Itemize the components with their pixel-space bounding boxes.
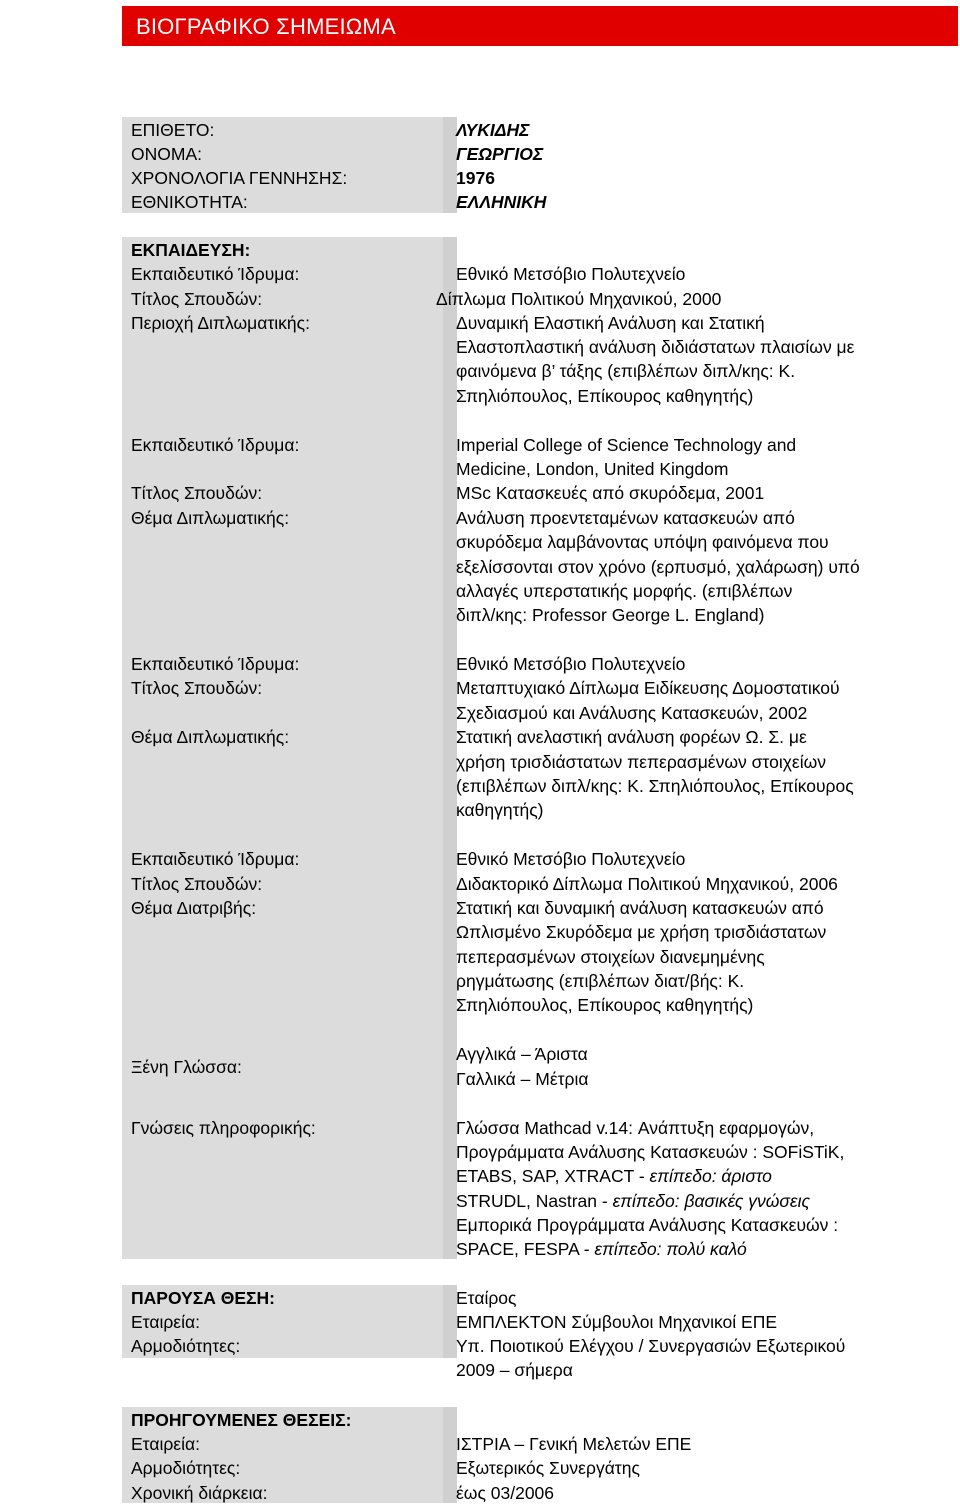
thesis-area-line: Δυναμική Ελαστική Ανάλυση και Στατική xyxy=(456,313,765,333)
thesis-area-line: Σπηλιόπουλος, Επίκουρος καθηγητής) xyxy=(456,386,754,406)
duration-value: έως 03/2006 xyxy=(456,1483,555,1503)
institution-label: Εκπαιδευτικό Ίδρυμα: xyxy=(131,435,300,455)
title-bar xyxy=(122,6,958,46)
skill-level: επίπεδο: άριστο xyxy=(649,1166,772,1186)
thesis-label: Θέμα Διπλωματικής: xyxy=(131,508,290,528)
computing-label: Γνώσεις πληροφορικής: xyxy=(131,1118,316,1138)
thesis-line: σκυρόδεμα λαμβάνοντας υπόψη φαινόμενα που xyxy=(456,532,829,552)
thesis-line: Ανάλυση προεντεταμένων κατασκευών από xyxy=(456,508,795,528)
company-label: Εταιρεία: xyxy=(131,1434,200,1454)
company-value: ΕΜΠΛΕΚΤΟΝ Σύμβουλοι Μηχανικοί ΕΠΕ xyxy=(456,1312,777,1332)
skill-level: επίπεδο: βασικές γνώσεις xyxy=(612,1191,810,1211)
thesis-line: πεπερασμένων στοιχείων διανεμημένης xyxy=(456,947,765,967)
computing-line xyxy=(456,1237,747,1261)
company-value: ΙΣΤΡΙΑ – Γενική Μελετών ΕΠΕ xyxy=(456,1434,692,1454)
label-gap-bg xyxy=(443,237,457,1259)
thesis-line: (επιβλέπων διπλ/κης: Κ. Σπηλιόπουλος, Επίκουρος xyxy=(456,776,854,796)
surname-label: ΕΠΙΘΕΤΟ: xyxy=(131,120,215,140)
label-gap-bg xyxy=(443,117,457,213)
degree-value: MSc Κατασκευές από σκυρόδεμα, 2001 xyxy=(456,483,765,503)
duties-value: Εξωτερικός Συνεργάτης xyxy=(456,1458,640,1478)
degree-value: Δίπλωμα Πολιτικού Μηχανικού, 2000 xyxy=(436,289,722,309)
thesis-line: Στατική και δυναμική ανάλυση κατασκευών από xyxy=(456,898,824,918)
previous-positions-heading: ΠΡΟΗΓΟΥΜΕΝΕΣ ΘΕΣΕΙΣ: xyxy=(131,1410,352,1430)
thesis-line: Στατική ανελαστική ανάλυση φορέων Ω. Σ. με xyxy=(456,727,807,747)
thesis-line: εξελίσσονται στον χρόνο (ερπυσμό, χαλάρωση) υπό xyxy=(456,557,860,577)
language-item: Γαλλικά – Μέτρια xyxy=(456,1069,589,1089)
institution-value: Εθνικό Μετσόβιο Πολυτεχνείο xyxy=(456,264,686,284)
surname-value: ΛΥΚΙΔΗΣ xyxy=(456,120,530,140)
thesis-line: διπλ/κης: Professor George L. England) xyxy=(456,605,765,625)
institution-value: Εθνικό Μετσόβιο Πολυτεχνείο xyxy=(456,849,686,869)
institution-label: Εκπαιδευτικό Ίδρυμα: xyxy=(131,849,300,869)
institution-line: Medicine, London, United Kingdom xyxy=(456,459,729,479)
languages-label: Ξένη Γλώσσα: xyxy=(131,1057,242,1077)
degree-label: Τίτλος Σπουδών: xyxy=(131,678,263,698)
thesis-line: χρήση τρισδιάστατων πεπερασμένων στοιχείων xyxy=(456,752,827,772)
duration-label: Χρονική διάρκεια: xyxy=(131,1483,268,1503)
thesis-area-label: Περιοχή Διπλωματικής: xyxy=(131,313,310,333)
institution-line: Imperial College of Science Technology and xyxy=(456,435,797,455)
name-value: ΓΕΩΡΓΙΟΣ xyxy=(456,144,544,164)
software-list: SPACE, FESPA - xyxy=(456,1239,595,1259)
company-label: Εταιρεία: xyxy=(131,1312,200,1332)
birth-value: 1976 xyxy=(456,168,495,188)
software-list: STRUDL, Nastran - xyxy=(456,1191,613,1211)
degree-value: Διδακτορικό Δίπλωμα Πολιτικού Μηχανικού, 2006 xyxy=(456,874,838,894)
computing-line: Γλώσσα Mathcad v.14: Ανάπτυξη εφαρμογών, xyxy=(456,1118,815,1138)
computing-line xyxy=(456,1189,810,1213)
thesis-line: ρηγμάτωσης (επιβλέπων διατ/βής: Κ. xyxy=(456,971,745,991)
institution-value: Εθνικό Μετσόβιο Πολυτεχνείο xyxy=(456,654,686,674)
thesis-line: Ωπλισμένο Σκυρόδεμα με χρήση τρισδιάστατων xyxy=(456,922,827,942)
birth-label: ΧΡΟΝΟΛΟΓΙΑ ΓΕΝΝΗΣΗΣ: xyxy=(131,168,348,188)
label-gap-bg xyxy=(443,1285,457,1358)
degree-line: Μεταπτυχιακό Δίπλωμα Ειδίκευσης Δομοστατικού xyxy=(456,678,840,698)
duties-line: 2009 – σήμερα xyxy=(456,1360,573,1380)
computing-line: Προγράμματα Ανάλυσης Κατασκευών : SOFiSTiK, xyxy=(456,1142,845,1162)
current-position-heading: ΠΑΡΟΥΣΑ ΘΕΣΗ: xyxy=(131,1288,275,1308)
thesis-line: καθηγητής) xyxy=(456,800,544,820)
duties-label: Αρμοδιότητες: xyxy=(131,1336,241,1356)
nationality-value: ΕΛΛΗΝΙΚΗ xyxy=(456,192,547,212)
thesis-area-line: Ελαστοπλαστική ανάλυση διδιάστατων πλαισίων με xyxy=(456,337,855,357)
nationality-label: ΕΘΝΙΚΟΤΗΤΑ: xyxy=(131,192,248,212)
degree-line: Σχεδιασμού και Ανάλυσης Κατασκευών, 2002 xyxy=(456,703,808,723)
thesis-area-line: φαινόμενα β’ τάξης (επιβλέπων διπλ/κης: Κ. xyxy=(456,361,796,381)
degree-label: Τίτλος Σπουδών: xyxy=(131,289,263,309)
thesis-line: Σπηλιόπουλος, Επίκουρος καθηγητής) xyxy=(456,995,754,1015)
page-title: ΒΙΟΓΡΑΦΙΚΟ ΣΗΜΕΙΩΜΑ xyxy=(136,14,396,39)
thesis-label: Θέμα Διπλωματικής: xyxy=(131,727,290,747)
skill-level: επίπεδο: πολύ καλό xyxy=(594,1239,747,1259)
computing-line xyxy=(456,1164,772,1188)
thesis-line: αλλαγές υπερστατικής μορφής. (επιβλέπων xyxy=(456,581,793,601)
degree-label: Τίτλος Σπουδών: xyxy=(131,874,263,894)
computing-line: Εμπορικά Προγράμματα Ανάλυσης Κατασκευών : xyxy=(456,1215,839,1235)
software-list: ETABS, SAP, XTRACT - xyxy=(456,1166,650,1186)
duties-line: Υπ. Ποιοτικού Ελέγχου / Συνεργασιών Εξωτερικού xyxy=(456,1336,846,1356)
language-item: Αγγλικά – Άριστα xyxy=(456,1044,588,1064)
name-label: ΟΝΟΜΑ: xyxy=(131,144,202,164)
label-gap-bg xyxy=(443,1407,457,1503)
education-heading: ΕΚΠΑΙΔΕΥΣΗ: xyxy=(131,240,251,260)
institution-label: Εκπαιδευτικό Ίδρυμα: xyxy=(131,654,300,674)
degree-label: Τίτλος Σπουδών: xyxy=(131,483,263,503)
thesis-label: Θέμα Διατριβής: xyxy=(131,898,257,918)
institution-label: Εκπαιδευτικό Ίδρυμα: xyxy=(131,264,300,284)
duties-label: Αρμοδιότητες: xyxy=(131,1458,241,1478)
current-position-value: Εταίρος xyxy=(456,1288,517,1308)
